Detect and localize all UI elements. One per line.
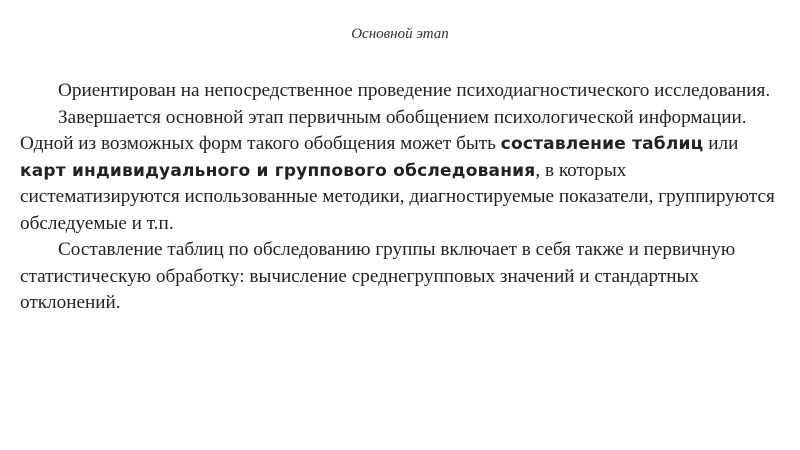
slide-body bbox=[20, 78, 782, 317]
paragraph-summary-text-before: Завершается основной этап первичным обобщением психологической информации. Одной из возможных форм такого обобщения может быть bbox=[20, 106, 747, 154]
slide-title: Основной этап bbox=[351, 26, 449, 42]
paragraph-summary bbox=[20, 105, 782, 238]
paragraph-summary-text-middle: или bbox=[703, 133, 739, 154]
paragraph-statistics: Составление таблиц по обследованию группы включает в себя также и первичную статистическую обработку: вычисление среднегрупповых значений и стандартных отклонений. bbox=[20, 239, 736, 313]
paragraph-summary-text-after: , в которых систематизируются использованные методики, диагностируемые показатели, группируются обследуемые и т.п. bbox=[20, 159, 775, 234]
emphasis-cards: карт индивидуального и группового обследования bbox=[20, 160, 536, 181]
emphasis-tables: составление таблиц bbox=[500, 134, 704, 154]
paragraph-orientation: Ориентирован на непосредственное проведение психодиагностического исследования. bbox=[58, 80, 771, 101]
